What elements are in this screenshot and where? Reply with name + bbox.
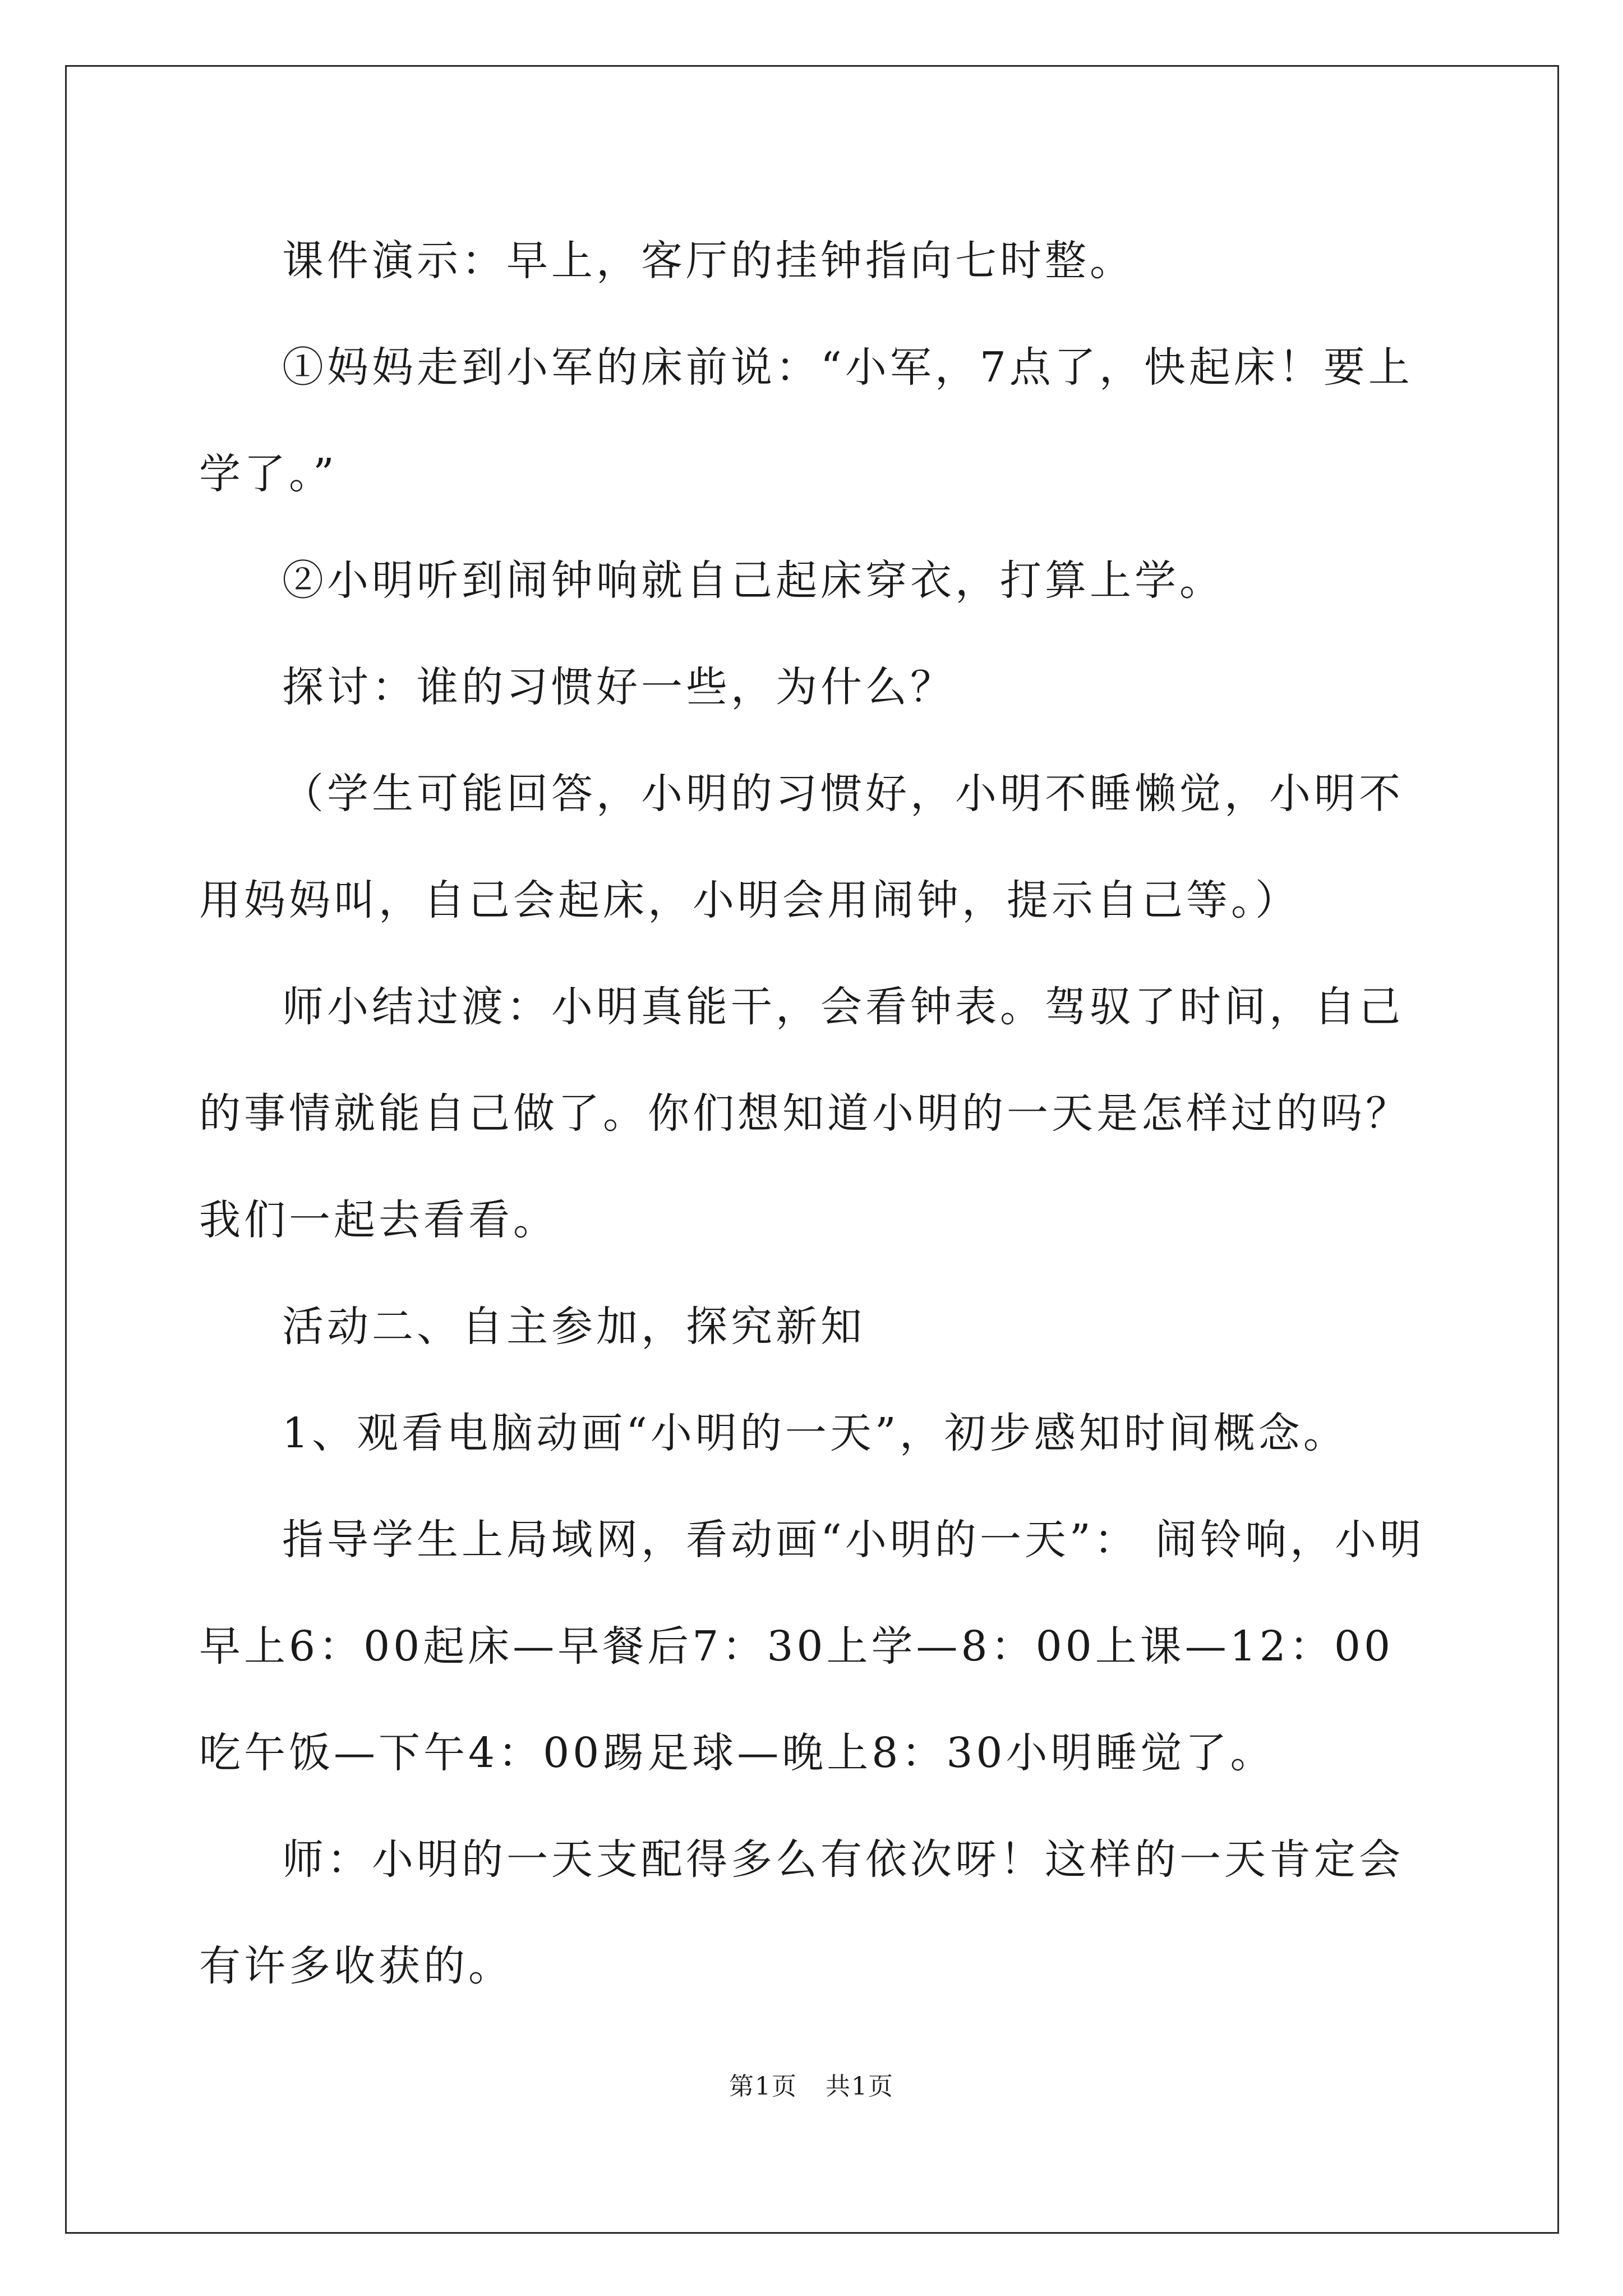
paragraph: 1、观看电脑动画“小明的一天”，初步感知时间概念。 — [282, 1409, 1348, 1457]
paragraph: （学生可能回答，小明的习惯好，小明不睡懒觉，小明不用妈妈叫，自己会起床，小明会用闹钟，提示自己等。） — [199, 770, 1404, 924]
document-body — [199, 208, 1433, 2019]
page-total: 共1页 — [826, 2072, 894, 2101]
paragraph: ①妈妈走到小军的床前说：“小军，7点了，快起床！要上学了。” — [199, 343, 1413, 498]
page-number: 第1页 — [729, 2072, 797, 2101]
section-heading: 活动二、自主参加，探究新知 — [282, 1303, 865, 1351]
paragraph: ②小明听到闹钟响就自己起床穿衣，打算上学。 — [282, 556, 1224, 605]
paragraph: 师：小明的一天支配得多么有依次呀！这样的一天肯定会有许多收获的。 — [199, 1835, 1404, 1990]
paragraph: 师小结过渡：小明真能干，会看钟表。驾驭了时间，自己的事情就能自己做了。你们想知道小明的一天是怎样过的吗？我们一起去看看。 — [199, 983, 1410, 1244]
page-footer — [0, 2070, 1623, 2104]
paragraph: 课件演示：早上，客厅的挂钟指向七时整。 — [282, 237, 1135, 285]
paragraph: 探讨：谁的习惯好一些，为什么？ — [282, 663, 955, 711]
paragraph: 指导学生上局域网，看动画“小明的一天”： 闹铃响，小明早上6：00起床—早餐后7：30上学—8：00上课—12：00吃午饭—下午4：00踢足球—晚上8：30小明睡觉了。 — [199, 1516, 1425, 1777]
